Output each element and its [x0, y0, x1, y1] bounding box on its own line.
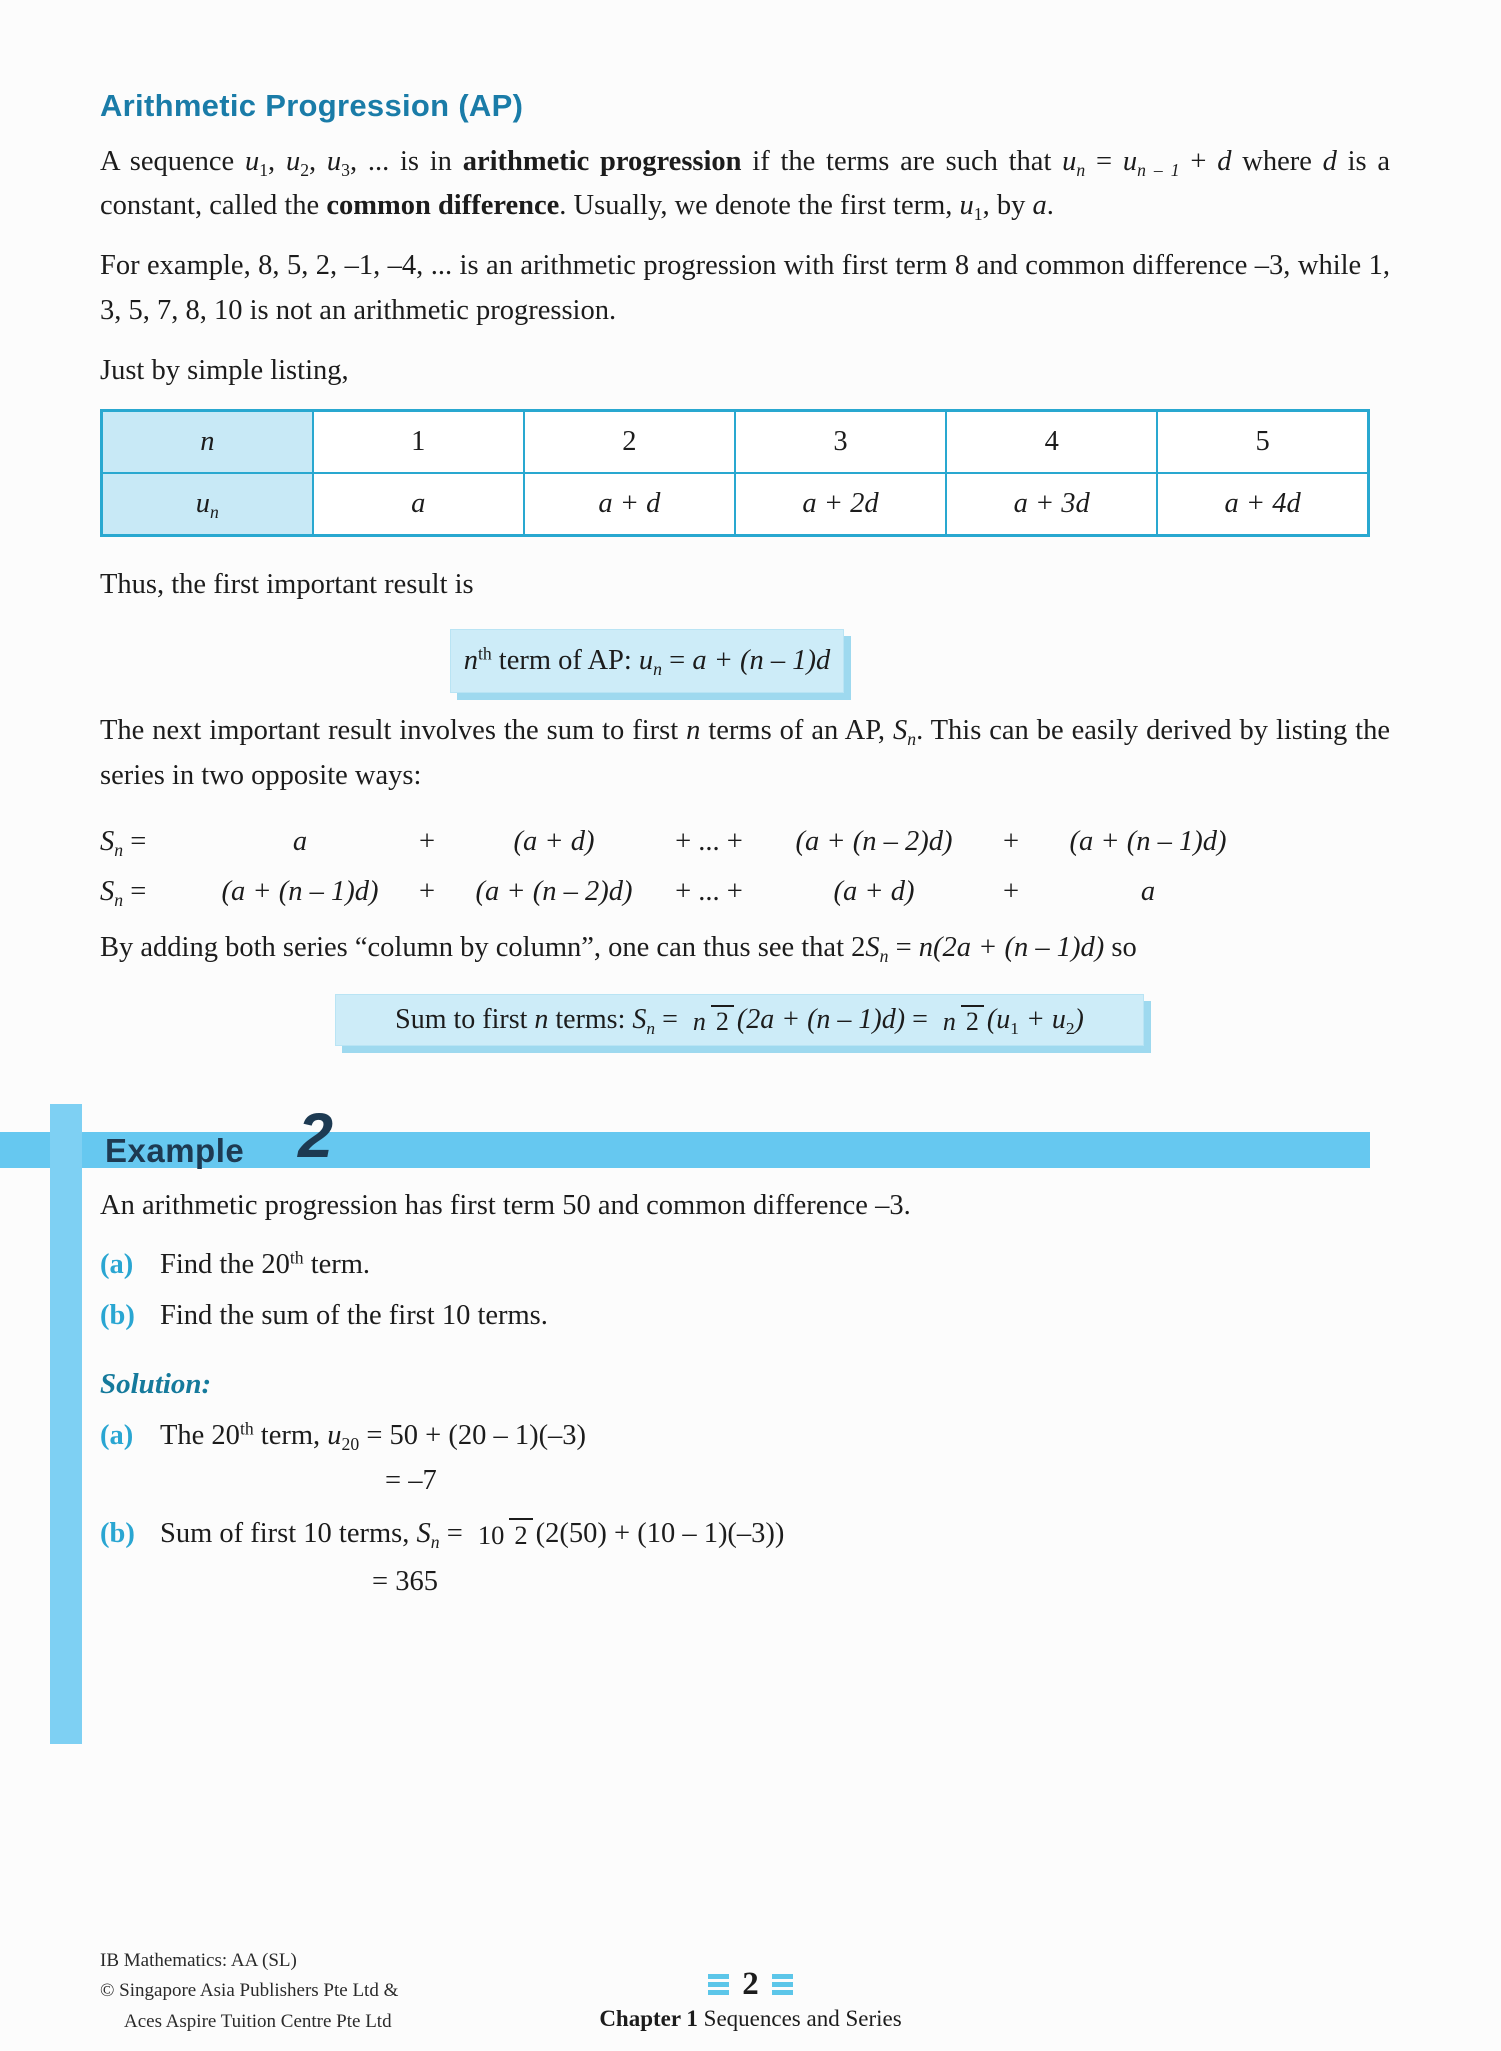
table-row-un [102, 473, 1369, 536]
result-box-sum: Sum to first n terms: $S_n = n$ 2 (2a + (n – 1)d) = n 2 $(u_1 + u_2)$ [335, 994, 1144, 1046]
table-cell: 2 [524, 410, 735, 473]
table-cell: a [313, 473, 524, 536]
chapter-line [0, 2006, 1501, 2032]
page-number-ornament-icon [772, 1974, 793, 1995]
sum-intro-paragraph: The next important result involves the sum to first n terms of an AP, $S_n$. This can be easily derived by listing the series in two opposite ways: [100, 715, 1390, 791]
example-banner [0, 1100, 1370, 1171]
solution-a-result: = –7 [385, 1465, 437, 1497]
vertical-accent-bar [50, 1104, 82, 1744]
listing-lead-in: Just by simple listing, [100, 354, 349, 386]
footer-line: IB Mathematics: AA (SL) [100, 1950, 297, 1971]
table-cell: 5 [1157, 410, 1368, 473]
thus-lead-in: Thus, the first important result is [100, 568, 474, 600]
footer-line: © Singapore Asia Publishers Pte Ltd & [100, 1980, 399, 2002]
table-cell: a + 2d [735, 473, 946, 536]
page-title: Arithmetic Progression (AP) [100, 88, 524, 123]
item-tag-b: (b) [100, 1518, 135, 1550]
table-row-n [102, 410, 1369, 473]
table-cell: a + 4d [1157, 473, 1368, 536]
adding-series-paragraph: By adding both series “column by column”, one can thus see that $2S_n = n(2a + (n - 1)d)$ so [100, 931, 1137, 966]
item-tag-a: (a) [100, 1249, 134, 1281]
table-cell: a + 3d [946, 473, 1157, 536]
example-number: 2 [298, 1100, 334, 1171]
fraction-n-over-2: n 2 [688, 1008, 734, 1035]
example-sequence-paragraph: For example, 8, 5, 2, –1, –4, ... is an arithmetic progression with first term 8 and common difference –3, while 1, 3, 5, 7, 8, 10 is not an arithmetic progression. [100, 250, 1390, 326]
solution-a-line: (a) The 20th term, $u_{20} = 50 + (20 - 1)(-3)$ [100, 1415, 1390, 1458]
item-tag-b: (b) [100, 1299, 135, 1331]
item-tag-a: (a) [100, 1419, 134, 1451]
problem-statement: An arithmetic progression has first term 50 and common difference –3. [100, 1189, 911, 1221]
solution-b-result: = 365 [372, 1566, 438, 1598]
table-cell: 4 [946, 410, 1157, 473]
solution-label: Solution: [100, 1367, 212, 1400]
problem-item-b: (b) Find the sum of the first 10 terms. [100, 1295, 1390, 1338]
fraction-10-over-2: 10 2 [473, 1522, 533, 1550]
table-cell: 3 [735, 410, 946, 473]
series-equation-forward: $S_n$ = a + (a + d) + ... + (a + (n – 2)d) + (a + (n – 1)d) [100, 825, 1227, 860]
series-equations [100, 826, 1390, 908]
footer-line: Aces Aspire Tuition Centre Pte Ltd [124, 2010, 392, 2032]
solution-b-line: (b) Sum of first 10 terms, $S_n = 10$ 2 (2(50) + (10 – 1)(–3)) [100, 1513, 1390, 1556]
series-equation-reversed: $S_n$ = (a + (n – 1)d) + (a + (n – 2)d) + ... + (a + d) + a [100, 875, 1156, 910]
listing-table [100, 409, 1370, 537]
page-number-ornament-icon [708, 1974, 729, 1995]
page-number: 2 [742, 1966, 759, 2002]
table-cell: 1 [313, 410, 524, 473]
chapter-title: Sequences and Series [703, 2006, 902, 2031]
fraction-n-over-2: n 2 [938, 1008, 984, 1035]
problem-item-a: (a) Find the 20th term. [100, 1244, 1390, 1287]
chapter-label: Chapter 1 [599, 2006, 698, 2031]
footer-center [0, 1966, 1501, 2032]
table-header-un: $u_n$ [102, 473, 313, 536]
table-header-n: n [102, 410, 313, 473]
example-banner-label: Example [105, 1131, 245, 1169]
table-cell: a + d [524, 473, 735, 536]
intro-paragraph: A sequence $u_1$, $u_2$, $u_3$, ... is in arithmetic progression if the terms are such that $u_n = u_{n - 1} + d$ where d is a constant, called the common difference. Usually, we denote the first term, $u_1$, by a. [100, 146, 1391, 225]
result-box-nth-term: $n^{th}$ term of AP: $u_n = a + (n - 1)d$ [450, 629, 844, 693]
